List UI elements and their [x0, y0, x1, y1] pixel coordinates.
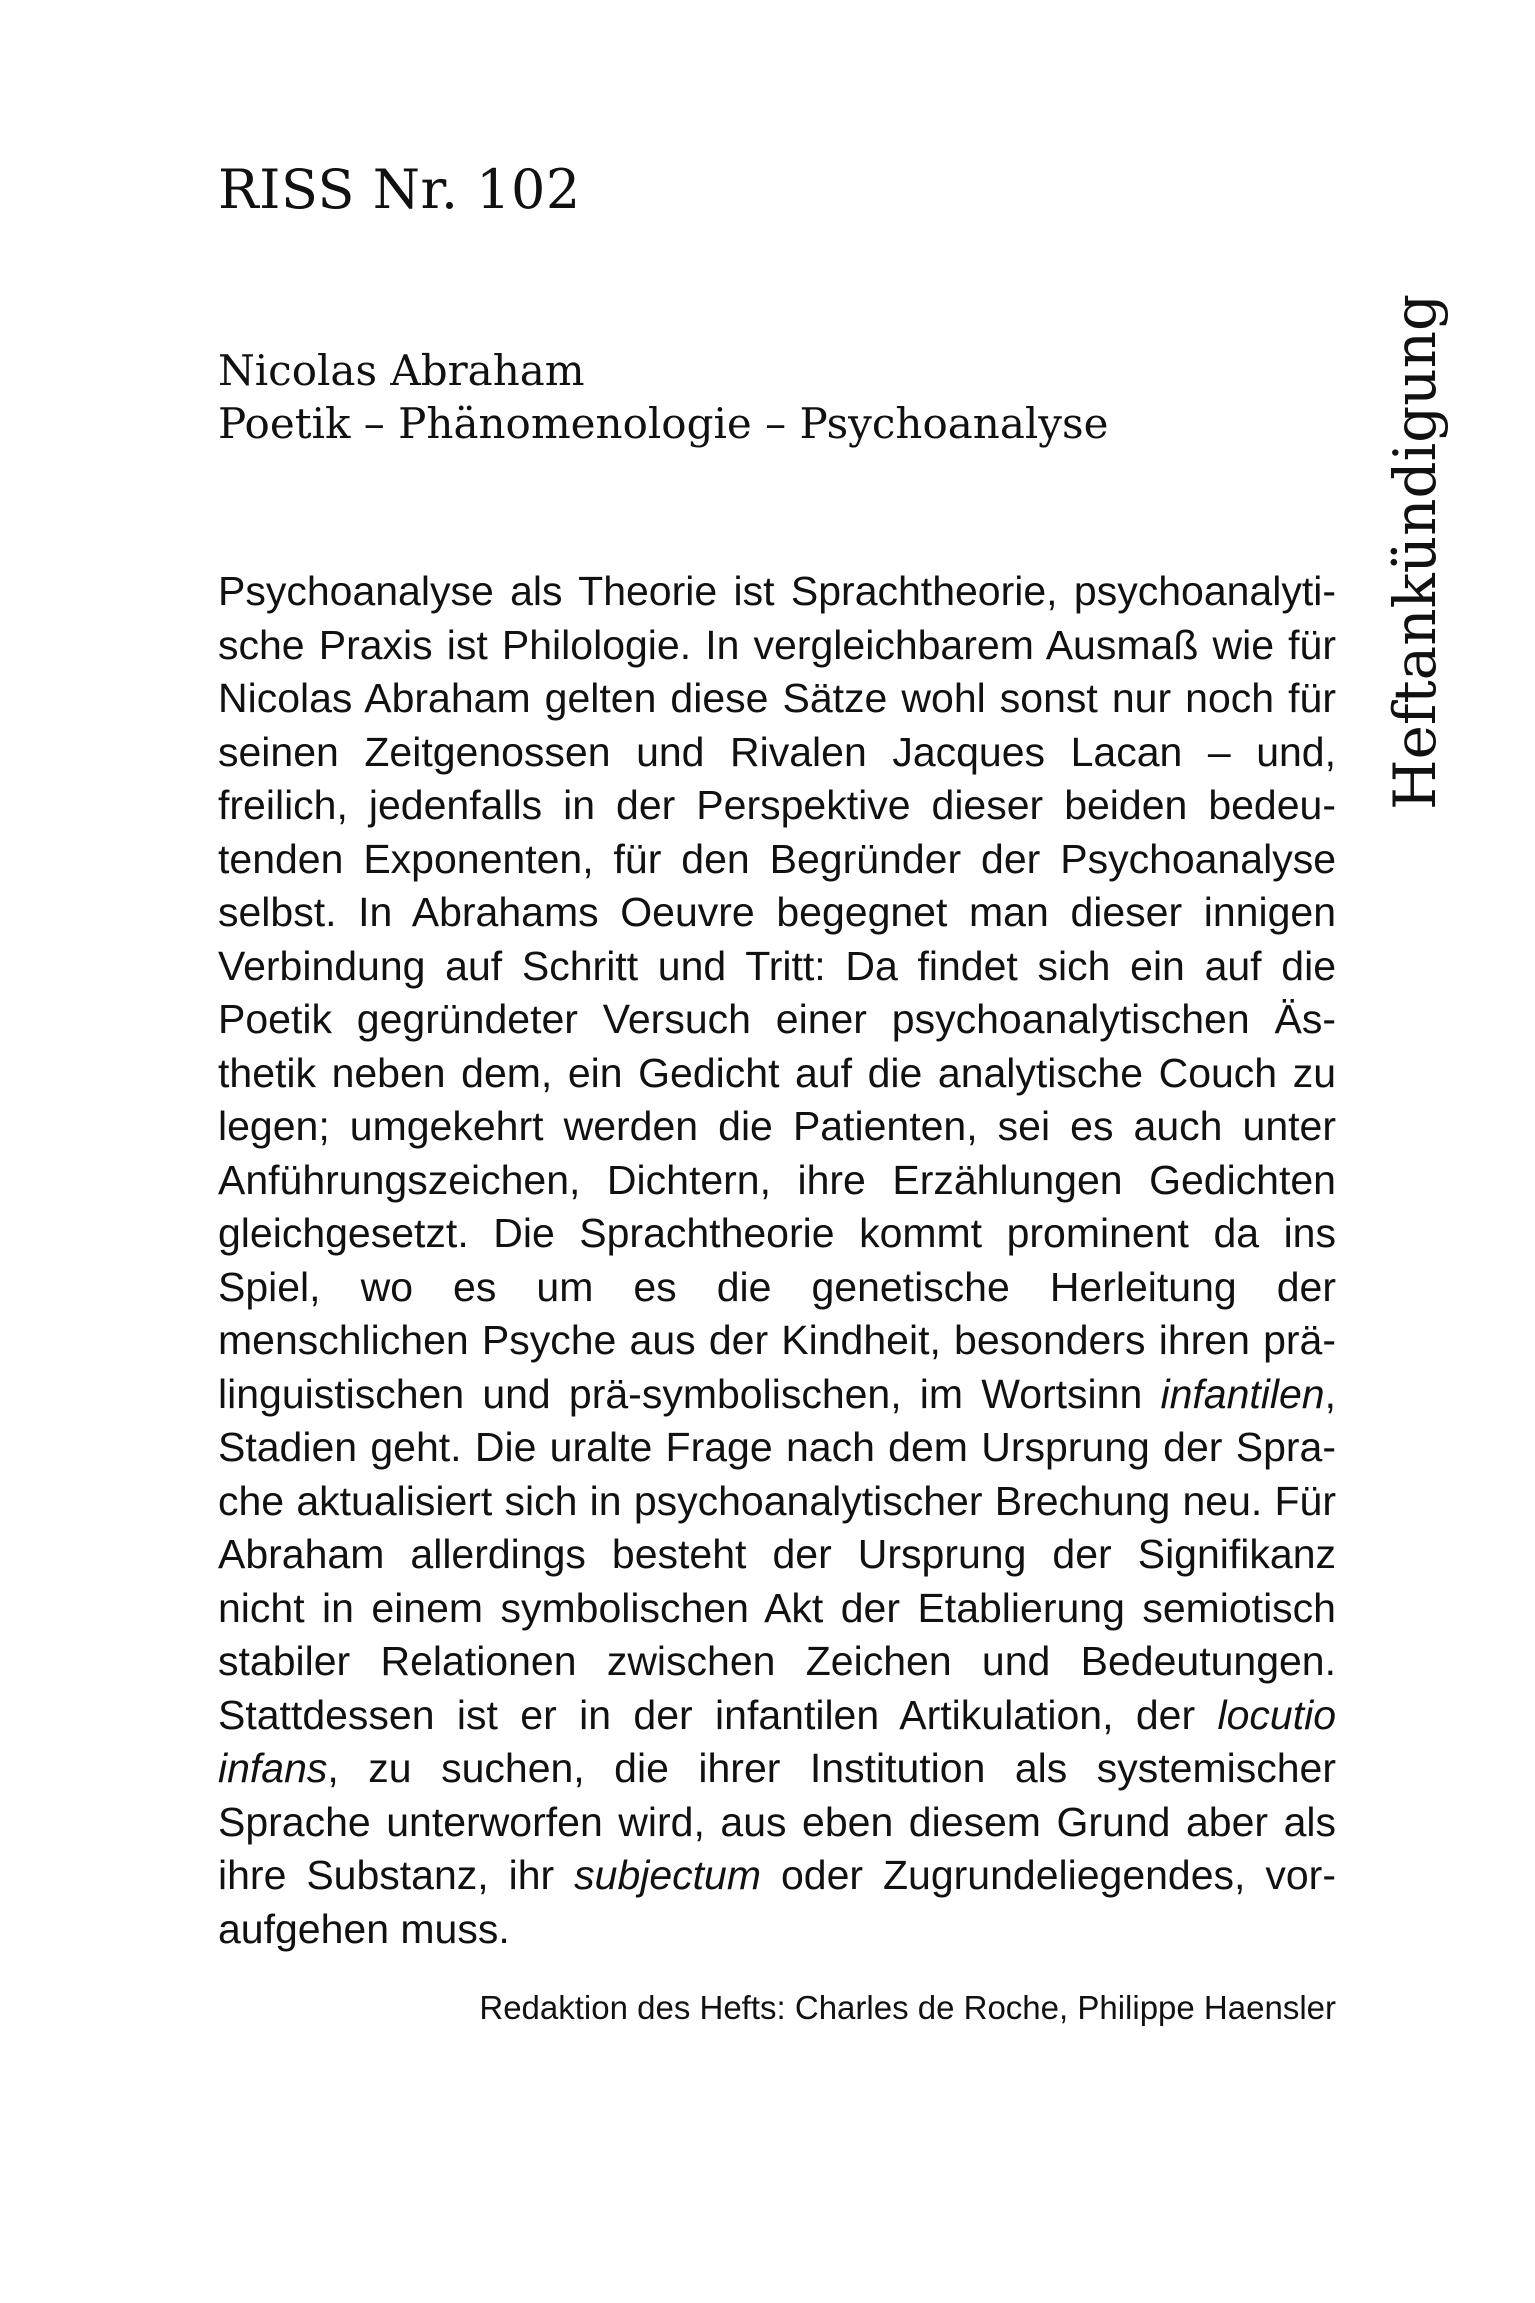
body-text-part-1: Psychoanalyse als Theorie ist Sprachtheorie, psychoanalytische Praxis ist Philologie. In vergleichbarem Ausmaß wie für Nicolas Abraham gelten diese Sätze wohl sonst nur noch für seinen Zeitgenossen und Rivalen Jacques Lacan – und, freilich, jedenfalls in der Perspektive dieser beiden bedeutenden Exponenten, für den Begründer der Psychoanalyse selbst. In Abrahams Oeuvre begegnet man dieser innigen Verbindung auf Schritt und Tritt: Da findet sich ein auf die Poetik gegründeter Versuch einer psychoanalytischen Ästhetik neben dem, ein Gedicht auf die analytische Couch zu legen; umgekehrt werden die Patienten, sei es auch unter Anführungszeichen, Dichtern, ihre Erzählungen Gedichten gleichgesetzt. Die Sprachtheorie kommt prominent da ins Spiel, wo es um es die genetische Herleitung der menschlichen Psyche aus der Kindheit, besonders ihren prälinguistischen und prä-symbolischen, im Wortsinn	[218, 568, 1336, 1417]
body-italic-subjectum: subjectum	[574, 1852, 762, 1898]
body-italic-infantilen: infantilen	[1160, 1370, 1325, 1417]
body-text-part-3: , zu suchen, die ihrer Institution als systemischer Sprache unterworfen wird, aus eben diesem Grund aber als ihre Substanz, ihr	[218, 1745, 1336, 1898]
book-subtitle: Poetik – Phänomenologie – Psychoanalyse	[218, 399, 1109, 448]
body-italic-locutio-infans: locutio infans	[218, 1691, 1336, 1791]
side-label-heftankuendigung: Heftankündigung	[1381, 293, 1449, 810]
body-text-part-4: oder Zugrundeliegendes, voraufgehen muss.	[218, 1852, 1336, 1952]
body-paragraph	[218, 565, 1336, 1956]
issue-title: RISS Nr. 102	[218, 158, 581, 221]
author-name: Nicolas Abraham	[218, 346, 585, 395]
body-text-part-2: , Stadien geht. Die uralte Frage nach dem Ursprung der Sprache aktualisiert sich in psychoanalytischer Brechung neu. Für Abraham allerdings besteht der Ursprung der Signifikanz nicht in einem symbolischen Akt der Etablierung semiotisch stabiler Relationen zwischen Zeichen und Bedeutungen. Stattdessen ist er in der infantilen Artikulation, der	[218, 1370, 1336, 1738]
editors-credit: Redaktion des Hefts: Charles de Roche, Philippe Haensler	[479, 1989, 1336, 2026]
